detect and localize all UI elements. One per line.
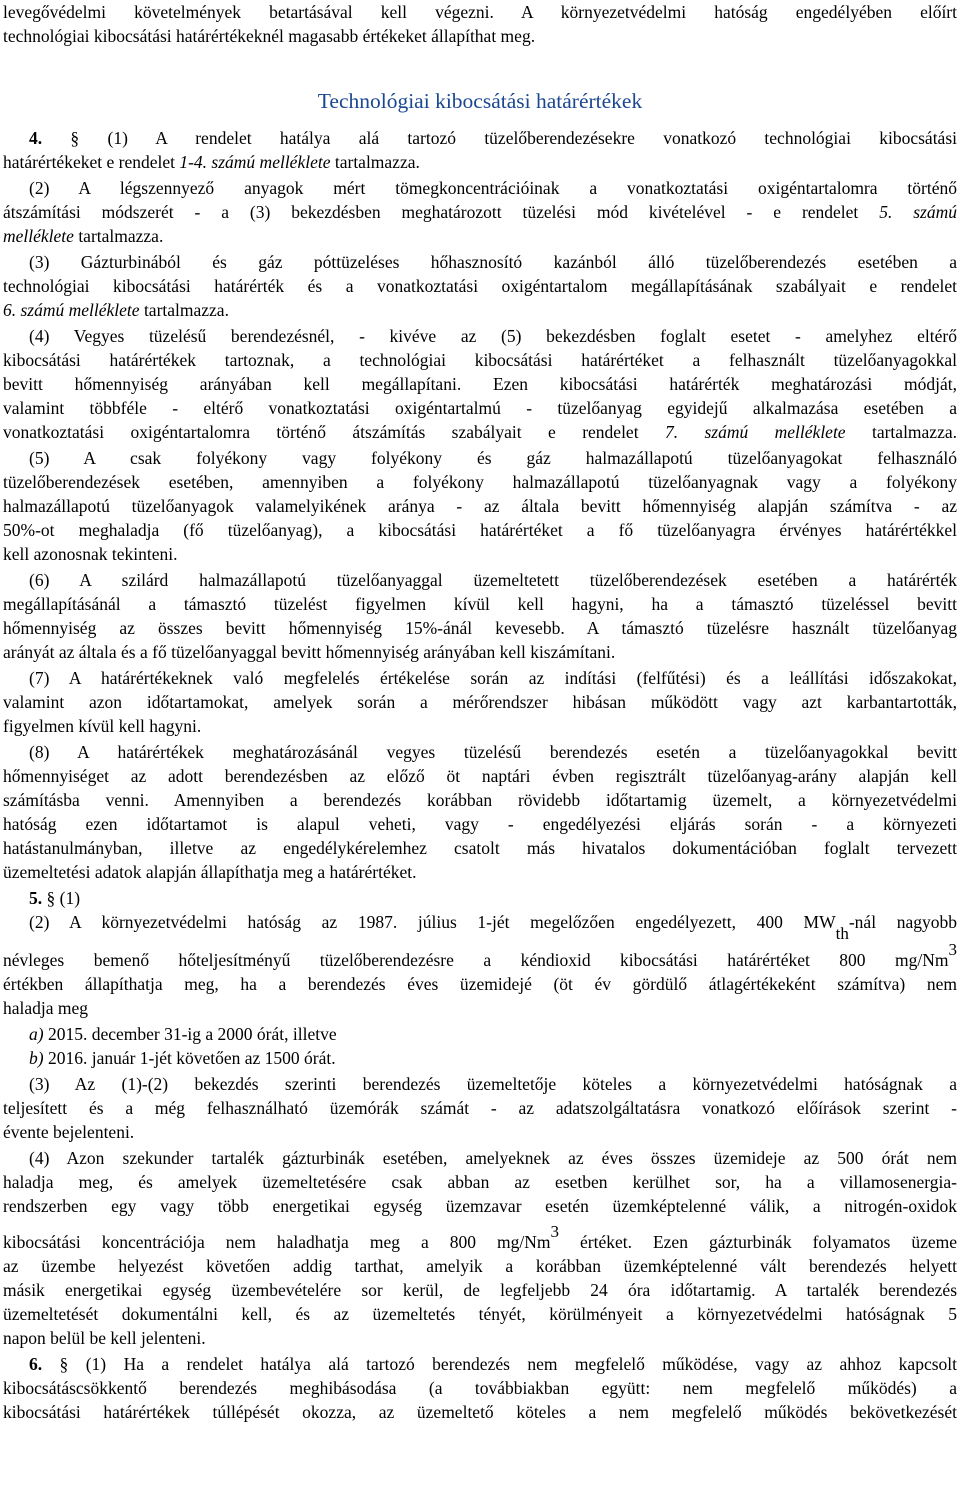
section-number: 4. [29, 128, 43, 148]
text-segment: hatástanulmányban, illetve az engedélykérelemhez csatolt más hivatalos dokumentációban foglalt tervezett [3, 838, 957, 858]
text-segment: értéket. Ezen gázturbinák folyamatos üzeme [558, 1232, 958, 1252]
text-line [3, 1256, 957, 1276]
text-line [3, 790, 957, 810]
text-line [3, 202, 957, 222]
text-line [3, 618, 957, 638]
text-segment: teljesített és a még felhasználható üzemórák számát - az adatszolgáltatásra vonatkozó előírások szerint - [3, 1098, 957, 1118]
text-segment: (8) A határértékek meghatározásánál vegyes tüzelésű berendezés esetén a tüzelőanyagokkal bevitt [29, 742, 957, 762]
text-line [3, 594, 957, 614]
text-segment: kibocsátási határértékek túllépését okozza, az üzemeltető köteles a nem megfelelő működés bekövetkezését [3, 1402, 957, 1422]
text-line [3, 226, 957, 246]
text-segment: halmazállapotú tüzelőanyagok valamelyikének aránya - az általa bevitt hőmennyiség alapján számítva - az [3, 496, 957, 516]
text-segment: kibocsátási koncentrációja nem haladhatja meg a 800 mg/Nm [3, 1232, 551, 1252]
text-line [3, 1098, 957, 1118]
text-segment: vonatkoztatási oxigéntartalomra történő átszámítás szabályait e rendelet [3, 422, 665, 442]
text-segment: technológiai kibocsátási határértékeknél magasabb értékeket állapíthat meg. [3, 26, 536, 46]
text-line [3, 544, 957, 564]
text-line [29, 448, 957, 468]
text-segment: tüzelőberendezések esetében, amennyiben a folyékony halmazállapotú tüzelőanyagnak vagy a folyékony [3, 472, 957, 492]
text-segment: üzemeltetését dokumentálni kell, és az üzemeltetés tényét, körülményeit a környezetvédelmi hatóságnak 5 [3, 1304, 957, 1324]
text-line [3, 814, 957, 834]
text-line [3, 26, 957, 46]
text-line [3, 1122, 957, 1142]
text-line [3, 1280, 957, 1300]
text-segment: § (1) [42, 888, 81, 908]
text-segment: számításba venni. Amennyiben a berendezés korábban rövidebb időtartamig üzemelt, a környezetvédelmi [3, 790, 957, 810]
text-segment: napon belül be kell jelenteni. [3, 1328, 206, 1348]
italic-reference: a) [29, 1024, 44, 1044]
text-line [3, 152, 957, 172]
text-segment: megállapításánál a támasztó tüzelést figyelmen kívül kell hagyni, ha a támasztó tüzeléssel bevitt [3, 594, 957, 614]
text-line [3, 716, 957, 736]
text-line [29, 178, 957, 198]
text-segment: az üzembe helyezést követően addig tarthat, amelyik a korábban üzemképtelenné vált berendezés helyett [3, 1256, 957, 1276]
text-line [3, 1378, 957, 1398]
text-segment: névleges bemenő hőteljesítményű tüzelőberendezésre a kéndioxid kibocsátási határértéket 800 mg/Nm [3, 950, 949, 970]
text-segment: bevitt hőmennyiség arányában kell megállapítani. Ezen kibocsátási határérték meghatározási módját, [3, 374, 957, 394]
text-segment: 2015. december 31-ig a 2000 órát, illetve [43, 1024, 337, 1044]
section-number: 6. [29, 1354, 43, 1374]
text-segment: § (1) Ha a rendelet hatálya alá tartozó berendezés nem megfelelő működése, vagy az ahhoz kapcsolt [42, 1354, 957, 1374]
text-segment: értékben állapíthatja meg, ha a berendezés éves üzemidejé (öt év gördülő átlagértékeként számítva) nem [3, 974, 957, 994]
text-segment: (3) Gázturbinából és gáz póttüzeléses hőhasznosító kazánból álló tüzelőberendezés esetében a [29, 252, 957, 272]
text-line [3, 862, 957, 882]
text-line [3, 1304, 957, 1324]
text-segment: (4) Vegyes tüzelésű berendezésnél, - kivéve az (5) bekezdésben foglalt esetet - amelyhez eltérő [29, 326, 957, 346]
text-line [3, 838, 957, 858]
italic-reference: 5. számú [879, 202, 957, 222]
text-segment: valamint azon időtartamokat, amelyek során a mérőrendszer hibásan működött vagy azt karbantartották, [3, 692, 957, 712]
text-line [3, 398, 957, 418]
text-segment: -nál nagyobb [848, 912, 957, 932]
section-heading-text: Technológiai kibocsátási határértékek [317, 89, 643, 113]
text-line [3, 472, 957, 492]
text-segment: (7) A határértékeknek való megfelelés értékelése során az indítási (felfűtési) és a leállítási időszakokat, [29, 668, 957, 688]
text-segment: kibocsátáscsökkentő berendezés meghibásodása (a továbbiakban együtt: nem megfelelő működés) a [3, 1378, 957, 1398]
text-line [3, 1328, 957, 1348]
text-segment: technológiai kibocsátási határérték és a vonatkoztatási oxigéntartalom megállapításának szabályait e rendelet [3, 276, 957, 296]
text-line [3, 276, 957, 296]
text-segment: másik energetikai egység üzembevételére sor kerül, de legfeljebb 24 óra időtartamig. A tartalék berendezés [3, 1280, 957, 1300]
italic-reference: 1-4. számú melléklete [179, 152, 331, 172]
text-line [3, 496, 957, 516]
text-segment: (2) A légszennyező anyagok mért tömegkoncentrációinak a vonatkoztatási oxigéntartalomra történő [29, 178, 957, 198]
superscript-text: 3 [550, 1222, 559, 1241]
text-line [29, 1048, 957, 1068]
text-line [3, 1402, 957, 1422]
text-segment: rendszerben egy vagy több energetikai egység üzemzavar esetén üzemképtelenné válik, a nitrogén-oxidok [3, 1196, 957, 1216]
text-segment: üzemeltetési adatok alapján állapíthatja meg a határértéket. [3, 862, 417, 882]
text-line [29, 128, 957, 148]
text-segment: 2016. január 1-jét követően az 1500 órát. [43, 1048, 336, 1068]
text-line [29, 1074, 957, 1094]
text-line [29, 668, 957, 688]
text-segment: (4) Azon szekunder tartalék gázturbinák esetében, amelyeknek az éves összes üzemideje az 500 órát nem [29, 1148, 957, 1168]
text-line [3, 940, 957, 970]
italic-reference: melléklete [3, 226, 74, 246]
text-segment: (5) A csak folyékony vagy folyékony és gáz halmazállapotú tüzelőanyagokat felhasználó [29, 448, 957, 468]
text-segment: tartalmazza. [139, 300, 229, 320]
text-line [3, 1196, 957, 1216]
text-line [3, 1172, 957, 1192]
text-segment: (6) A szilárd halmazállapotú tüzelőanyaggal üzemeltetett tüzelőberendezések esetében a határérték [29, 570, 957, 590]
italic-reference: 7. számú melléklete [664, 422, 846, 442]
text-line [3, 642, 957, 662]
subscript-text: th [835, 924, 849, 943]
text-segment: hőmennyiség az összes bevitt hőmennyiség 15%-ánál kevesebb. A támasztó tüzelésre használt tüzelőanyag [3, 618, 957, 638]
text-segment: tartalmazza. [330, 152, 420, 172]
text-line [29, 326, 957, 346]
italic-reference: b) [29, 1048, 44, 1068]
italic-reference: 6. számú melléklete [3, 300, 140, 320]
section-number: 5. [29, 888, 43, 908]
text-segment: 50%-ot meghaladja (fő tüzelőanyag), a kibocsátási határértéket a fő tüzelőanyagra érvényes határértékkel [3, 520, 957, 540]
text-line [29, 252, 957, 272]
text-segment: tartalmazza. [73, 226, 164, 246]
text-line [29, 1148, 957, 1168]
text-segment: hatóság ezen időtartamot is alapul veheti, vagy - engedélyezési eljárás során - a környezeti [3, 814, 957, 834]
text-segment: határértékeket e rendelet [3, 152, 180, 172]
text-line [3, 766, 957, 786]
text-segment: hőmennyiséget az adott berendezésben az előző öt naptári évben regisztrált tüzelőanyag-arány alapján kell [3, 766, 957, 786]
text-segment: kell azonosnak tekinteni. [3, 544, 178, 564]
text-line [29, 1024, 957, 1044]
text-line [3, 692, 957, 712]
text-segment: haladja meg [3, 998, 89, 1018]
text-line [3, 2, 957, 22]
text-segment: átszámítási módszerét - a (3) bekezdésben meghatározott tüzelési mód kivételével - e rendelet [3, 202, 880, 222]
text-line [3, 520, 957, 540]
text-line [29, 912, 957, 943]
text-line [3, 974, 957, 994]
section-heading [0, 88, 960, 114]
text-line [29, 888, 957, 908]
text-segment: évente bejelenteni. [3, 1122, 135, 1142]
text-segment: figyelmen kívül kell hagyni. [3, 716, 202, 736]
text-segment: valamint többféle - eltérő vonatkoztatási oxigéntartalmú - tüzelőanyag egyidejű alkalmazása esetében a [3, 398, 957, 418]
text-segment: arányát az általa és a fő tüzelőanyaggal bevitt hőmennyiség arányában kell kiszámítani. [3, 642, 616, 662]
text-line [3, 422, 957, 442]
text-line [29, 742, 957, 762]
text-segment: (2) A környezetvédelmi hatóság az 1987. július 1-jét megelőzően engedélyezett, 400 MW [29, 912, 836, 932]
text-segment: (3) Az (1)-(2) bekezdés szerinti berendezés üzemeltetője köteles a környezetvédelmi hatóságnak a [29, 1074, 957, 1094]
text-segment: haladja meg, és amelyek üzemeltetésére csak abban az esetben kerülhet sor, ha a villamosenergia- [3, 1172, 957, 1192]
text-line [3, 300, 957, 320]
text-line [29, 1354, 957, 1374]
text-line [3, 374, 957, 394]
text-segment: levegővédelmi követelmények betartásával kell végezni. A környezetvédelmi hatóság engedélyében előírt [3, 2, 957, 22]
text-line [3, 998, 957, 1018]
text-line [3, 350, 957, 370]
text-line [29, 570, 957, 590]
text-segment: kibocsátási határértékek tartoznak, a technológiai kibocsátási határértéket a felhasznált tüzelőanyagokkal [3, 350, 957, 370]
text-line [3, 1222, 958, 1252]
text-segment: tartalmazza. [845, 422, 957, 442]
text-segment: § (1) A rendelet hatálya alá tartozó tüzelőberendezésekre vonatkozó technológiai kibocsátási [42, 128, 957, 148]
superscript-text: 3 [948, 940, 957, 959]
